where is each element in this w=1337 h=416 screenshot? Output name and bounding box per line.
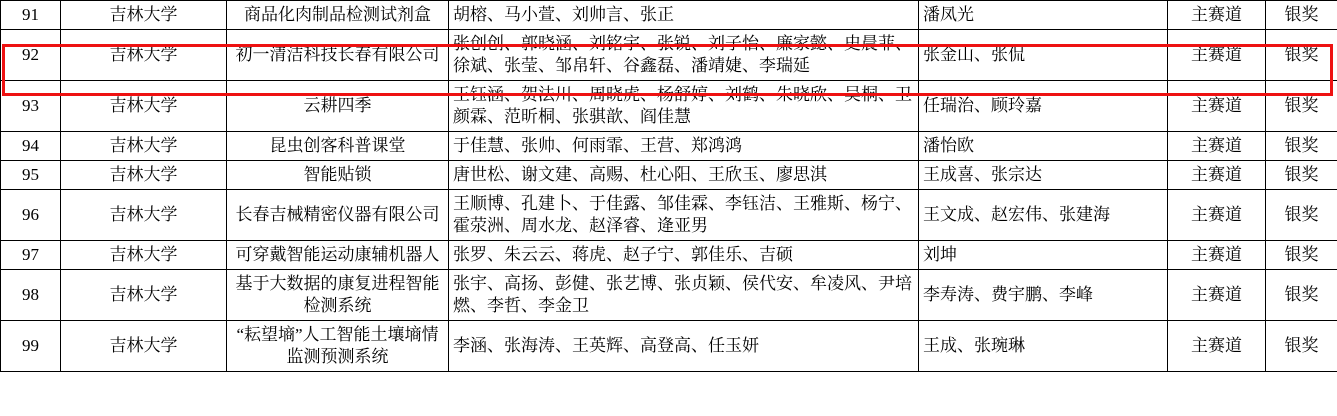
cell-project: 长春吉械精密仪器有限公司 — [227, 190, 449, 241]
cell-track: 主赛道 — [1168, 30, 1266, 81]
cell-members: 王钰涵、贺法川、周晓虎、杨舒婷、刘鹤、朱晓欣、吴桐、卫颜霖、范昕桐、张骐歆、阎佳慧 — [449, 81, 919, 132]
cell-track: 主赛道 — [1168, 161, 1266, 190]
cell-no: 97 — [1, 241, 61, 270]
cell-award: 银奖 — [1266, 132, 1337, 161]
cell-track: 主赛道 — [1168, 270, 1266, 321]
cell-advisor: 王成、张琬琳 — [919, 321, 1168, 372]
cell-advisor: 张金山、张侃 — [919, 30, 1168, 81]
cell-project: 可穿戴智能运动康辅机器人 — [227, 241, 449, 270]
cell-award: 银奖 — [1266, 241, 1337, 270]
cell-school: 吉林大学 — [61, 321, 227, 372]
cell-track: 主赛道 — [1168, 321, 1266, 372]
cell-track: 主赛道 — [1168, 132, 1266, 161]
table-row — [1, 241, 1337, 270]
cell-no: 98 — [1, 270, 61, 321]
cell-track: 主赛道 — [1168, 190, 1266, 241]
cell-no: 96 — [1, 190, 61, 241]
cell-no: 94 — [1, 132, 61, 161]
table-row-highlighted — [1, 30, 1337, 81]
cell-school: 吉林大学 — [61, 270, 227, 321]
cell-no: 91 — [1, 1, 61, 30]
cell-members: 张创创、郭晓涵、刘铭宇、张锐、刘子怡、廉家懿、史晨菲、徐斌、张莹、邹帛轩、谷鑫磊、潘靖婕、李瑞延 — [449, 30, 919, 81]
cell-members: 唐世松、谢文建、高赐、杜心阳、王欣玉、廖思淇 — [449, 161, 919, 190]
cell-award: 银奖 — [1266, 161, 1337, 190]
table-body — [1, 1, 1337, 372]
cell-no: 99 — [1, 321, 61, 372]
cell-school: 吉林大学 — [61, 1, 227, 30]
cell-members: 于佳慧、张帅、何雨霏、王营、郑鸿鸿 — [449, 132, 919, 161]
cell-award: 银奖 — [1266, 270, 1337, 321]
cell-advisor: 李寿涛、费宇鹏、李峰 — [919, 270, 1168, 321]
cell-track: 主赛道 — [1168, 81, 1266, 132]
table-row — [1, 81, 1337, 132]
cell-school: 吉林大学 — [61, 132, 227, 161]
cell-award: 银奖 — [1266, 321, 1337, 372]
cell-project: 商品化肉制品检测试剂盒 — [227, 1, 449, 30]
cell-members: 胡榕、马小萱、刘帅言、张正 — [449, 1, 919, 30]
cell-school: 吉林大学 — [61, 161, 227, 190]
cell-school: 吉林大学 — [61, 241, 227, 270]
cell-advisor: 潘怡欧 — [919, 132, 1168, 161]
cell-advisor: 潘凤光 — [919, 1, 1168, 30]
cell-project: “耘望墒”人工智能土壤墒情监测预测系统 — [227, 321, 449, 372]
cell-members: 张罗、朱云云、蒋虎、赵子宁、郭佳乐、吉硕 — [449, 241, 919, 270]
cell-award: 银奖 — [1266, 30, 1337, 81]
cell-school: 吉林大学 — [61, 30, 227, 81]
cell-members: 王顺博、孔建卜、于佳露、邹佳霖、李钰洁、王雅斯、杨宁、霍荥洲、周水龙、赵泽睿、逄亚男 — [449, 190, 919, 241]
cell-award: 银奖 — [1266, 81, 1337, 132]
table-row — [1, 321, 1337, 372]
cell-no: 92 — [1, 30, 61, 81]
cell-award: 银奖 — [1266, 190, 1337, 241]
cell-no: 95 — [1, 161, 61, 190]
table-row — [1, 270, 1337, 321]
cell-no: 93 — [1, 81, 61, 132]
cell-school: 吉林大学 — [61, 81, 227, 132]
cell-advisor: 任瑞治、顾玲嘉 — [919, 81, 1168, 132]
cell-track: 主赛道 — [1168, 1, 1266, 30]
table-row — [1, 132, 1337, 161]
cell-members: 李涵、张海涛、王英辉、高登高、任玉妍 — [449, 321, 919, 372]
table-row — [1, 1, 1337, 30]
cell-project: 云耕四季 — [227, 81, 449, 132]
cell-members: 张宇、高扬、彭健、张艺博、张贞颖、侯代安、牟凌风、尹培燃、李哲、李金卫 — [449, 270, 919, 321]
table-row — [1, 161, 1337, 190]
cell-project: 昆虫创客科普课堂 — [227, 132, 449, 161]
cell-advisor: 王文成、赵宏伟、张建海 — [919, 190, 1168, 241]
cell-school: 吉林大学 — [61, 190, 227, 241]
cell-project: 基于大数据的康复进程智能检测系统 — [227, 270, 449, 321]
cell-project: 智能贴锁 — [227, 161, 449, 190]
cell-advisor: 王成喜、张宗达 — [919, 161, 1168, 190]
cell-advisor: 刘坤 — [919, 241, 1168, 270]
cell-track: 主赛道 — [1168, 241, 1266, 270]
table-row — [1, 190, 1337, 241]
cell-project: 初一清洁科技长春有限公司 — [227, 30, 449, 81]
cell-award: 银奖 — [1266, 1, 1337, 30]
